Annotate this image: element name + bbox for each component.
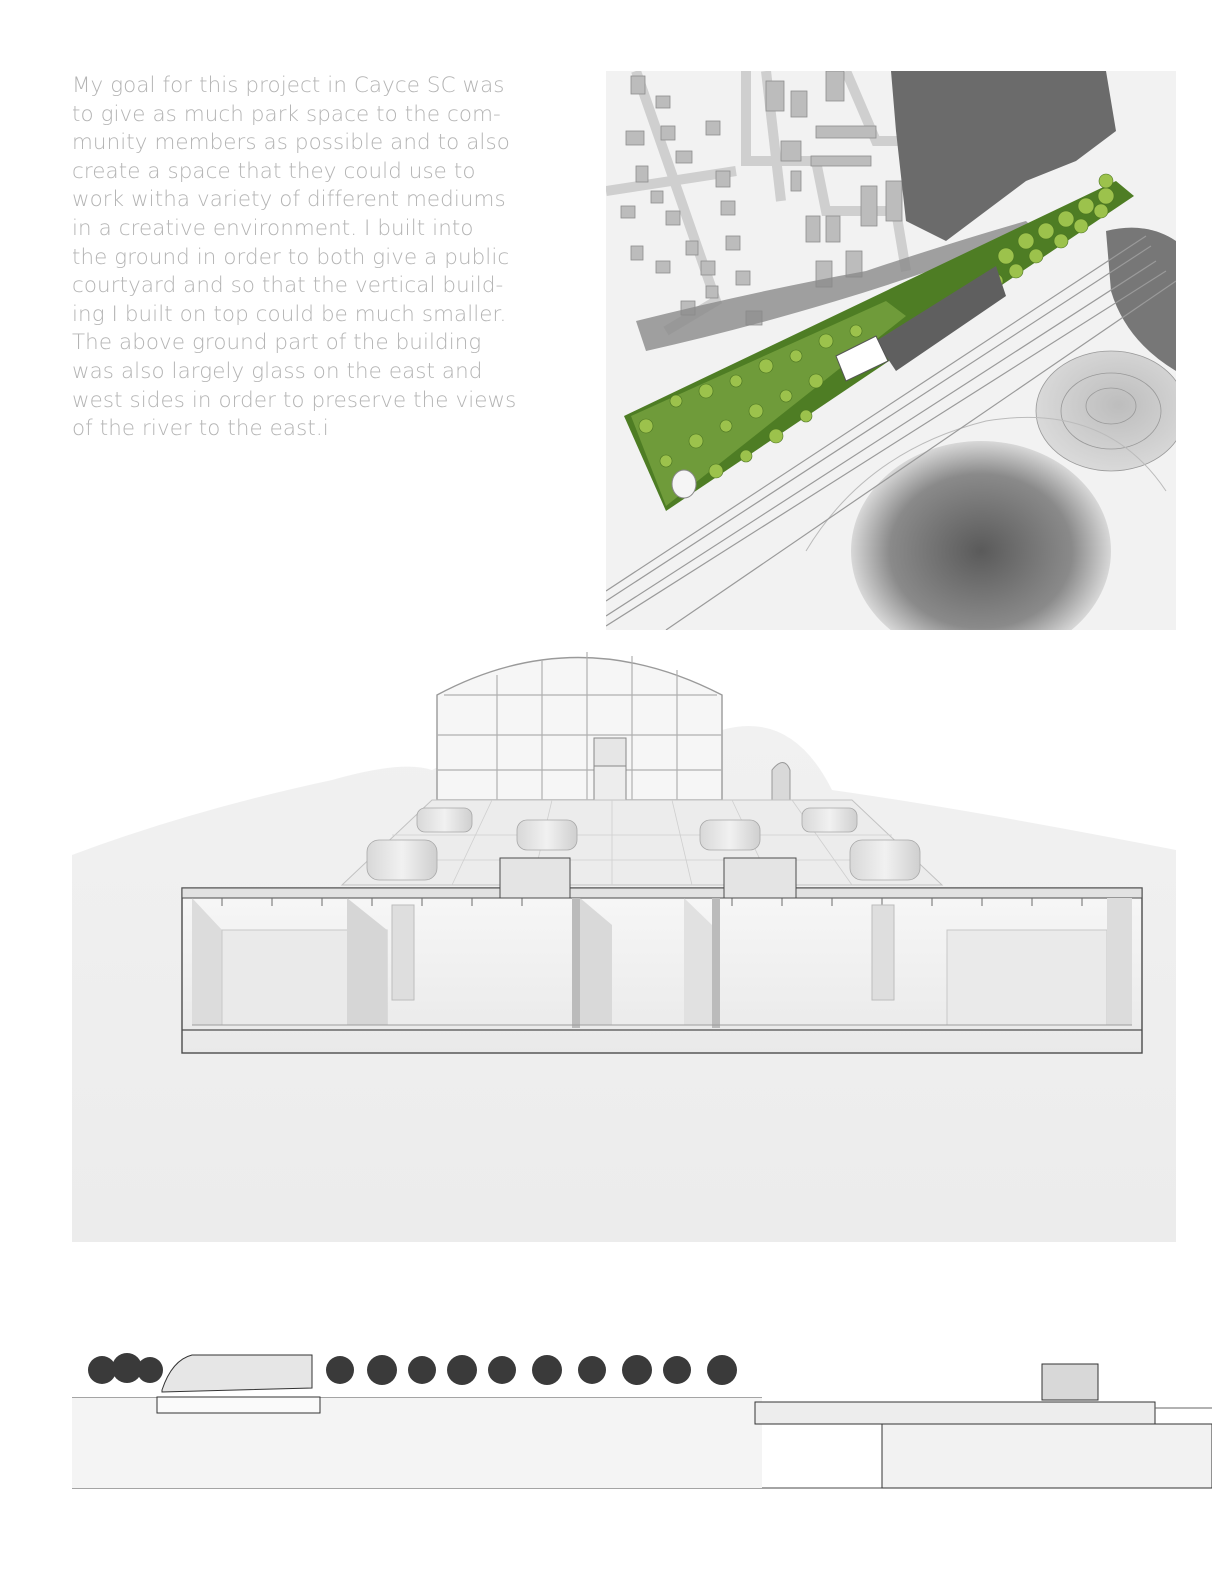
description-line: in a creative environment. I built into xyxy=(72,215,474,241)
site-plan-image xyxy=(606,71,1176,630)
description-line: ing I built on top could be much smaller. xyxy=(72,301,507,327)
description-line: work witha variety of different mediums xyxy=(72,187,506,213)
description-line: The above ground part of the building xyxy=(72,330,482,356)
description-line: was also largely glass on the east and xyxy=(72,358,483,384)
description-line: My goal for this project in Cayce SC was xyxy=(72,73,505,98)
description-line: create a space that they could use to xyxy=(72,158,476,184)
section-perspective-image xyxy=(72,640,1176,1242)
description-line: courtyard and so that the vertical build- xyxy=(72,273,504,299)
long-section-image xyxy=(72,1340,1212,1490)
project-description xyxy=(72,72,542,444)
description-line: munity members as possible and to also xyxy=(72,130,510,156)
description-line: west sides in order to preserve the views xyxy=(72,387,517,413)
description-line: of the river to the east.i xyxy=(72,416,329,442)
description-line: the ground in order to both give a public xyxy=(72,244,510,270)
description-line: to give as much park space to the com- xyxy=(72,101,501,127)
